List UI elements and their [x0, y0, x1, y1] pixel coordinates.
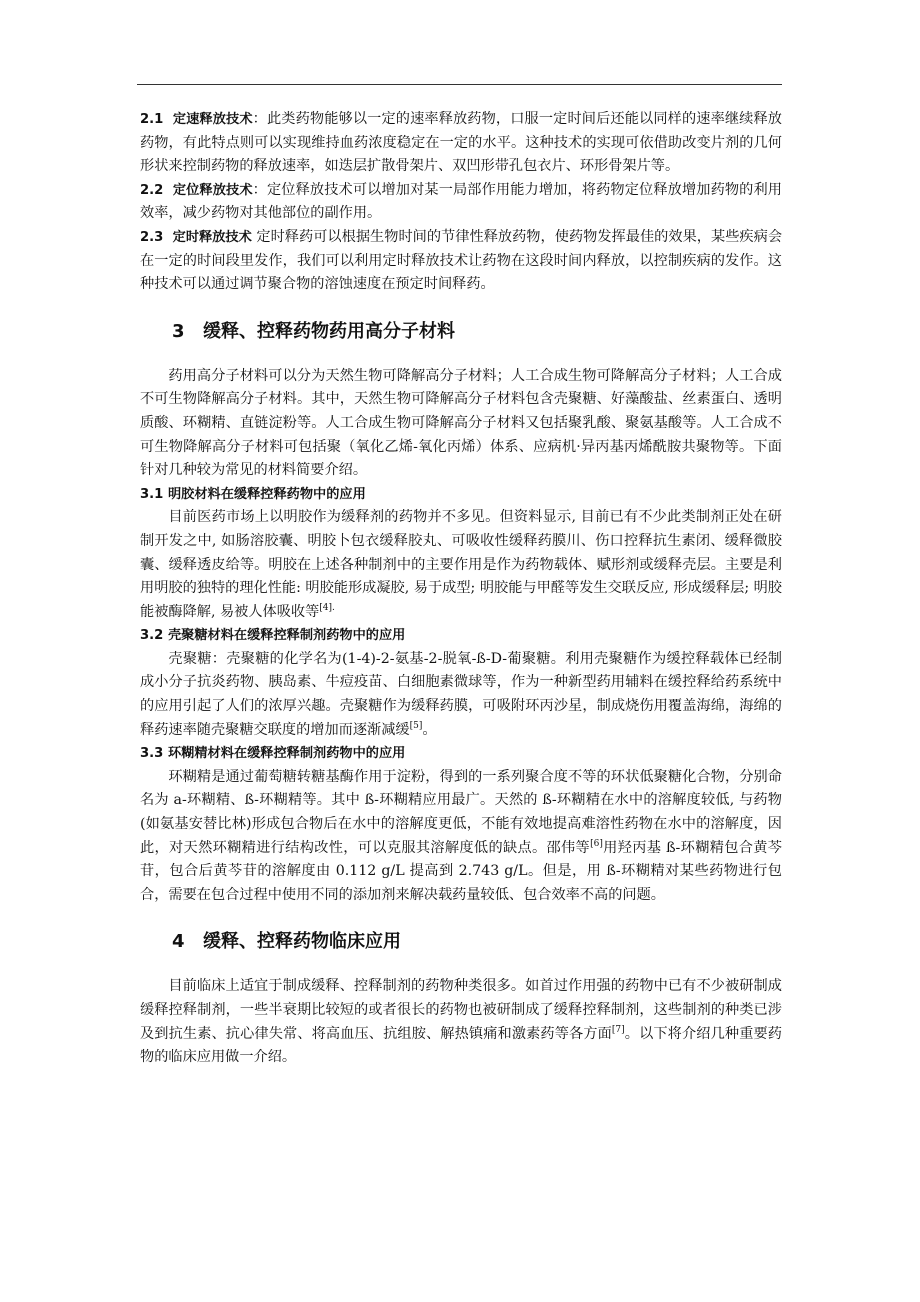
technique-heading: 2.3 定时释放技术 [140, 229, 252, 245]
technique-heading: 2.2 定位释放技术 [140, 182, 253, 198]
subsection-3-3-text: 环糊精是通过葡萄糖转糖基酶作用于淀粉，得到的一系列聚合度不等的环状低聚糖化合物，分别命名为 a-环糊精、ß-环糊精等。其中 ß-环糊精应用最广。天然的 ß-环糊精在水中的溶解度较低, 与药物(如氨基安替比林)形成包合物后在水中的溶解度更低，不能有效地提高难溶性药物在水中的溶解度，因此，对天然环糊精进行结构改性，可以克服其溶解度低的缺点。邵伟等[6]用羟丙基 ß-环糊精包合黄芩苷，包合后黄芩苷的溶解度由 0.112 g/L 提高到 2.743 g/L。但是，用 ß-环糊精对某些药物进行包合，需要在包合过程中使用不同的添加剂来解决载药量较低、包合效率不高的问题。 [140, 768, 782, 903]
section-3-intro: 药用高分子材料可以分为天然生物可降解高分子材料；人工合成生物可降解高分子材料；人工合成不可生物降解高分子材料。其中，天然生物可降解高分子材料包含壳聚糖、好藻酸盐、丝素蛋白、透明质酸、环糊精、直链淀粉等。人工合成生物可降解高分子材料又包括聚乳酸、聚氨基酸等。人工合成不可生物降解高分子材料可包括聚（氧化乙烯-氧化丙烯）体系、应病机·异丙基丙烯酰胺共聚物等。下面针对几种较为常见的材料简要介绍。 [140, 367, 782, 479]
section-4-text: 目前临床上适宜于制成缓释、控释制剂的药物种类很多。如首过作用强的药物中已有不少被研制成缓释控释制剂，一些半衰期比较短的或者很长的药物也被研制成了缓释控释制剂，这些制剂的种类已涉及到抗生素、抗心律失常、将高血压、抗组胺、解热镇痛和激素药等各方面[7]。以下将介绍几种重要药物的临床应用做一介绍。 [140, 978, 782, 1066]
document-body [140, 108, 782, 1070]
subsection-3-2-text: 壳聚糖：壳聚糖的化学名为(1-4)-2-氨基-2-脱氧-ß-D-葡聚糖。利用壳聚糖作为缓控释载体已经制成小分子抗炎药物、胰岛素、牛痘疫苗、白细胞素微球等，作为一种新型药用辅料在缓控释给药系统中的应用引起了人们的浓厚兴趣。壳聚糖作为缓释药膜，可吸附环丙沙星，制成烧伤用覆盖海绵，海绵的释药速率随壳聚糖交联度的增加而逐渐减缓[5]。 [140, 650, 782, 738]
citation-ref: [4]. [319, 602, 335, 613]
citation-ref: [6] [590, 838, 603, 849]
citation-ref: [7] [611, 1024, 625, 1035]
technique-2-3 [140, 226, 782, 297]
subsection-3-1-heading: 3.1 明胶材料在缓释控释药物中的应用 [140, 486, 366, 502]
subsection-3-2-heading: 3.2 壳聚糖材料在缓释控释制剂药物中的应用 [140, 628, 406, 644]
technique-2-1: 2.1 定速释放技术：此类药物能够以一定的速率释放药物，口服一定时间后还能以同样的速率继续释放药物，有此特点则可以实现维持血药浓度稳定在一定的水平。这种技术的实现可依借助改变片剂的几何形状来控制药物的释放速率，如迭层扩散骨架片、双凹形带孔包衣片、环形骨架片等。 [140, 111, 782, 175]
header-rule [137, 84, 782, 85]
section-4-heading: 4 缓释、控释药物临床应用 [172, 931, 401, 953]
technique-text: 定位释放技术可以增加对某一局部作用能力增加，将药物定位释放增加药物的利用效率，减少药物对其他部位的副作用。 [140, 181, 782, 222]
technique-text: 此类药物能够以一定的速率释放药物，口服一定时间后还能以同样的速率继续释放药物，有此特点则可以实现维持血药浓度稳定在一定的水平。这种技术的实现可依借助改变片剂的几何形状来控制药物的释放速率，如迭层扩散骨架片、双凹形带孔包衣片、环形骨架片等。 [140, 111, 782, 175]
subsection-3-3-heading: 3.3 环糊精材料在缓释控释制剂药物中的应用 [140, 746, 406, 762]
section-3-heading: 3 缓释、控释药物药用高分子材料 [172, 320, 455, 342]
technique-heading: 2.1 定速释放技术 [140, 112, 253, 127]
technique-2-2: 2.2 定位释放技术：定位释放技术可以增加对某一局部作用能力增加，将药物定位释放增加药物的利用效率，减少药物对其他部位的副作用。 [140, 181, 782, 222]
technique-text: 定时释药可以根据生物时间的节律性释放药物，使药物发挥最佳的效果，某些疾病会在一定的时间段里发作，我们可以利用定时释放技术让药物在这段时间内释放，以控制疾病的发作。这种技术可以通过调节聚合物的溶蚀速度在预定时间释药。 [140, 228, 783, 293]
subsection-3-1-text: 目前医药市场上以明胶作为缓释剂的药物并不多见。但资料显示, 目前已有不少此类制剂正处在研制开发之中, 如肠溶胶囊、明胶卜包衣缓释胶丸、可吸收性缓释药膜川、伤口控释抗生素闭、缓释微胶囊、缓释透皮给等。明胶在上述各种制剂中的主要作用是作为药物载体、赋形剂或缓释壳层。主要是利用明胶的独特的理化性能: 明胶能形成凝胶, 易于成型; 明胶能与甲醛等发生交联反应, 形成缓释层; 明胶能被酶降解, 易被人体吸收等$^{[4].}$ [140, 509, 782, 620]
citation-ref: [5] [409, 720, 423, 731]
